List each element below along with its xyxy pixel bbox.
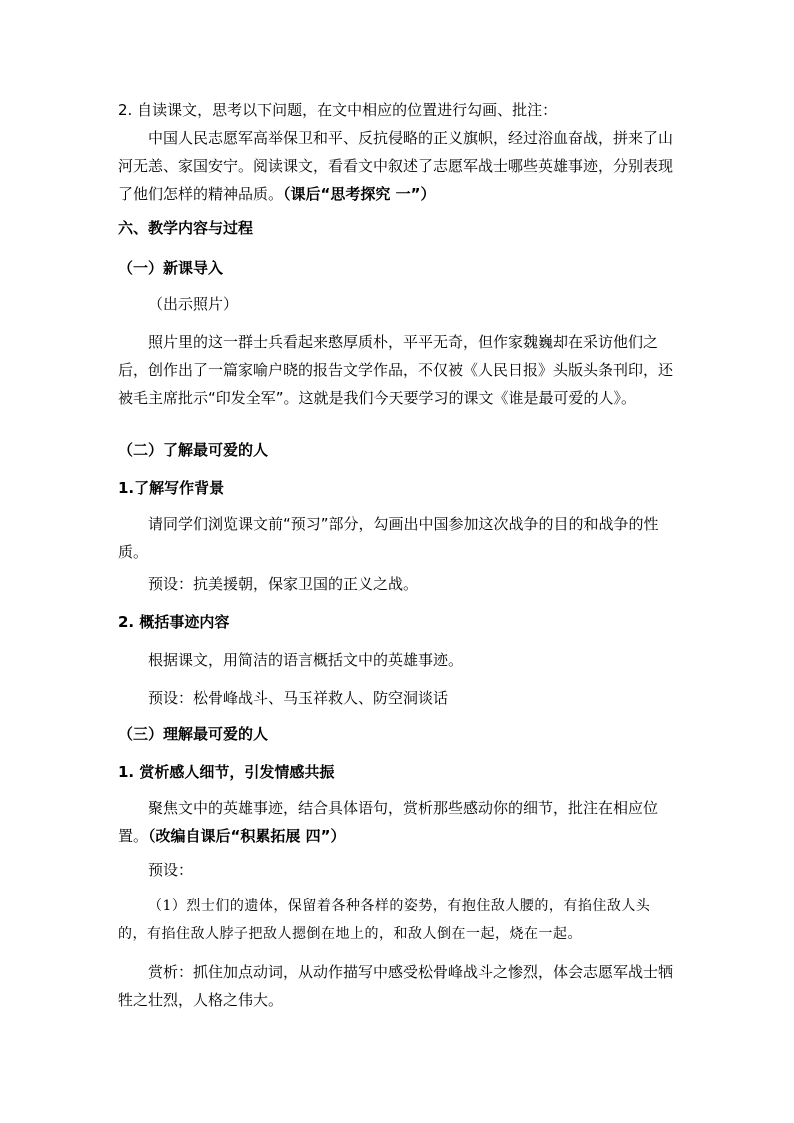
question-2-body: [118, 124, 678, 208]
focus-task-source: （改编自课后“积累拓展 四”）: [148, 827, 346, 845]
summary-task: 根据课文，用简洁的语言概括文中的英雄事迹。: [148, 651, 464, 669]
question-2-source: （课后“思考探究 一”）: [283, 185, 436, 203]
section-six-heading: 六、教学内容与过程: [118, 219, 254, 237]
quoted-passage: （1）烈士们的遗体，保留着各种各样的姿势，有抱住敌人腰的，有掐住敌人头的，有掐住敌人脖子把敌人摁倒在地上的，和敌人倒在一起，烧在一起。: [118, 898, 651, 942]
background-preset: 预设：抗美援朝，保家卫国的正义之战。: [148, 575, 419, 593]
preset-label: 预设：: [148, 861, 194, 879]
show-photo-note: （出示照片）: [148, 295, 239, 313]
question-2: 2. 自读课文，思考以下问题，在文中相应的位置进行勾画、批注：: [118, 101, 558, 119]
subsection-three-heading: （三）理解最可爱的人: [118, 725, 269, 743]
background-task: 请同学们浏览课文前“预习”部分，勾画出中国参加这次战争的目的和战争的性质。: [118, 515, 659, 561]
intro-paragraph: 照片里的这一群士兵看起来憨厚质朴，平平无奇，但作家魏巍却在采访他们之后，创作出了一篇家喻户晓的报告文学作品，不仅被《人民日报》头版头条刊印，还被毛主席批示“印发全军”。这就是我们今天要学习的课文《谁是最可爱的人》。: [118, 333, 674, 407]
summary-preset: 预设：松骨峰战斗、马玉祥救人、防空洞谈话: [148, 689, 449, 707]
item-summary-heading: 2. 概括事迹内容: [118, 613, 230, 631]
question-2-text: 中国人民志愿军高举保卫和平、反抗侵略的正义旗帜，经过浴血奋战，拼来了山河无恙、家国安宁。阅读课文，看看文中叙述了志愿军战士哪些英雄事迹，分别表现了他们怎样的精神品质。: [118, 129, 674, 203]
item-background-heading: 1.了解写作背景: [118, 479, 225, 497]
subsection-two-heading: （二）了解最可爱的人: [118, 441, 269, 459]
analysis-paragraph: 赏析：抓住加点动词，从动作描写中感受松骨峰战斗之惨烈，体会志愿军战士牺牲之壮烈，人格之伟大。: [118, 963, 674, 1009]
item-details-heading: 1. 赏析感人细节，引发情感共振: [118, 763, 335, 781]
subsection-one-heading: （一）新课导入: [118, 259, 224, 277]
focus-task-text: 聚焦文中的英雄事迹，结合具体语句，赏析那些感动你的细节，批注在相应位置。: [118, 799, 659, 845]
focus-task: [118, 794, 678, 850]
